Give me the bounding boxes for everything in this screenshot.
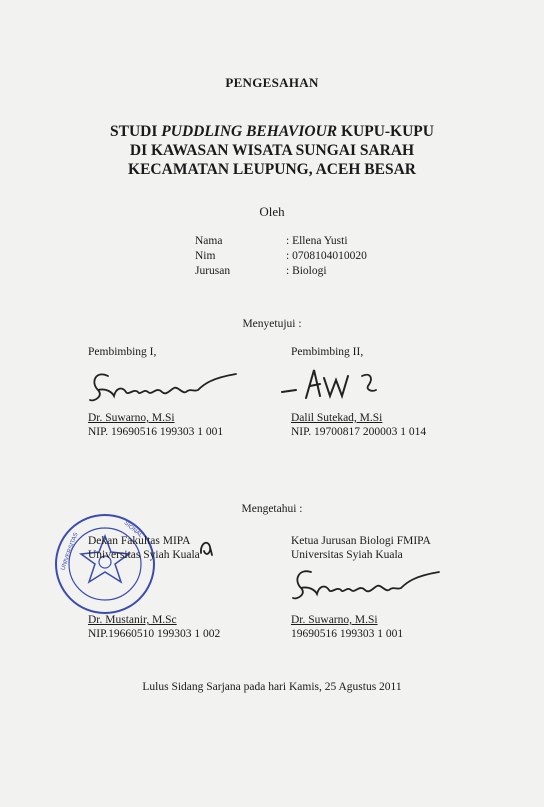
- supervisor1-role: Pembimbing I,: [88, 346, 157, 358]
- supervisor1-name: Dr. Suwarno, M.Si: [88, 412, 175, 424]
- dean-role-line2: Universitas Syiah Kuala: [88, 549, 200, 561]
- thesis-title-line3: KECAMATAN LEUPUNG, ACEH BESAR: [128, 161, 416, 178]
- major-value: : Biologi: [286, 265, 327, 277]
- acknowledge-label: Mengetahui :: [241, 503, 303, 515]
- dean-role-line1: Dekan Fakultas MIPA: [88, 535, 191, 547]
- nim-value: : 0708104010020: [286, 250, 367, 262]
- major-label: Jurusan: [195, 265, 231, 277]
- name-label: Nama: [195, 235, 223, 247]
- supervisor2-name: Dalil Sutekad, M.Si: [291, 412, 383, 424]
- thesis-title-line1: [0, 122, 544, 141]
- dean-name: Dr. Mustanir, M.Sc: [88, 614, 177, 626]
- title-italic: PUDDLING BEHAVIOUR: [161, 123, 338, 140]
- title-suffix: KUPU-KUPU: [337, 123, 434, 140]
- name-value: : Ellena Yusti: [286, 235, 348, 247]
- head-role-line1: Ketua Jurusan Biologi FMIPA: [291, 535, 431, 547]
- head-name: Dr. Suwarno, M.Si: [291, 614, 378, 626]
- page-heading: PENGESAHAN: [225, 75, 319, 90]
- university-stamp-icon: [53, 512, 157, 616]
- head-role-line2: Universitas Syiah Kuala: [291, 549, 403, 561]
- title-prefix: STUDI: [110, 123, 162, 140]
- approve-label: Menyetujui :: [242, 318, 302, 330]
- supervisor2-role: Pembimbing II,: [291, 346, 364, 358]
- thesis-title-line2: DI KAWASAN WISATA SUNGAI SARAH: [129, 142, 415, 159]
- supervisor1-signature: [86, 362, 246, 410]
- dean-initial-mark: [198, 535, 216, 559]
- supervisor1-nip: NIP. 19690516 199303 1 001: [88, 426, 224, 438]
- nim-label: Nim: [195, 250, 216, 262]
- supervisor2-signature: [280, 356, 400, 414]
- svg-text:SIONAL: SIONAL: [122, 520, 144, 540]
- by-label: Oleh: [259, 204, 285, 219]
- svg-text:UNIVERSITAS: UNIVERSITAS: [60, 532, 80, 572]
- supervisor2-nip: NIP. 19700817 200003 1 014: [291, 426, 427, 438]
- dean-nip: NIP.19660510 199303 1 002: [88, 628, 221, 640]
- graduation-footer: Lulus Sidang Sarjana pada hari Kamis, 25 Agustus 2011: [142, 681, 402, 693]
- head-nip: 19690516 199303 1 001: [291, 628, 404, 640]
- head-signature: [289, 562, 449, 610]
